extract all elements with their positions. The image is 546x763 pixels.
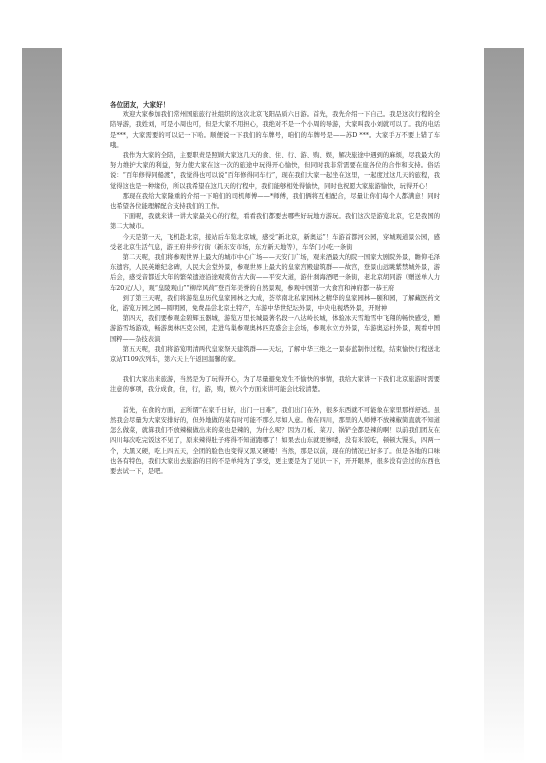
- document-page: [62, 48, 484, 763]
- right-gray-band: [484, 48, 524, 763]
- greeting-heading: 各位团友，大家好！: [110, 101, 170, 109]
- paragraph: 今天是第一天，飞机赴北京，接站后车览北京城，感受“新北京，新奥运”！车游首都河公园，穿城观道景公园，感受老北京生活气息，游王府井步行街（新东安市场，东方新天地等），车华门小吃一条街: [110, 233, 440, 251]
- paragraph: 我作为大家的全陪，主要职责是照顾大家这几天的食、住、行、游、购、娱，解决旅途中遇到的麻烦，尽我最大的努力维护大家的利益，努力使大家在这一次的旅途中玩得开心愉快，但同时我非常需要在座各位的合作和支持。俗话说：“百年修得同船渡”，我觉得也可以说“百年修得同车行”，现在我们大家一起坐在这里，一起度过这几天的旅程，我觉得这也是一种缘份，所以我希望在这几天的行程中，我们能够相处得愉快，同时也祝愿大家旅游愉快，玩得开心！: [110, 152, 440, 190]
- paragraph: 第四天，我们要参观金碧辉玉器城，游览万里长城最著名段一八达岭长城，体验冰天雪地雪中飞翔的畅快感受，赠游游雪场游戏，畅游奥林匹克公园，走进鸟巢参观奥林匹克盛会主会场，参观水立方外景，车游奥运村外景，观看中国国粹——杂技表演: [110, 315, 440, 343]
- paragraph: 我们大家出来旅游，当然是为了玩得开心，为了尽量避免发生不愉快的事情，我给大家讲一下我们北京旅游时需要注意的事项，我分成食，住，行，游，购，娱六个方面来讲可能会比较清楚。: [110, 376, 440, 394]
- paragraph: 下面呢，我就来讲一讲大家最关心的行程，看看我们都要去哪些好玩地方游玩。我们这次是游览北京，它是我国的第二大城市。: [110, 213, 440, 231]
- paragraph: 第五天呢，我们将游览明清两代皇家祭天建筑群——天坛，了解中华三绝之一景泰蓝制作过程，结束愉快行程送北京站T109次列车，第六天上午返回温馨的家。: [110, 345, 440, 364]
- paragraph: 欢迎大家参加我们常州国旅旅行社组织的这次北京飞阳品质六日游。首先，我先介绍一下自己。我是这次行程的全陪导游，我姓刘，可是小周也可，但是大家不用担心，我绝对不是一个小周的导游，大家叫我小刘就可以了。我的电话是***，大家需要的可以记一下哈。顺便说一下我们的车牌号，咱们的车牌号是——苏D ***。大家手万不要上错了车哦。: [110, 111, 440, 149]
- paragraph: 首先，在食的方面，正所谓“在家千日好，出门一日难”，我们出门在外，很多东西就不可能象在家里那样舒适。虽然我会尽量为大家安排好的，但外地做的菜有时可能不那么尽如人意。像在四川，那里的人师傅不放辣椒简直就不知道怎么做菜，就算我们不放辣椒做出来的菜也是辣的，为什么呢？因为刀板、菜刀、锅铲全都是辣的啊！以前我们团友在四川每次吃完饭这不见了，原来辣得肚子疼得不知道跑哪了！如果去山东就更惨喽，没有米饭吃，顿顿大馒头，四两一个，大黑又硬，吃上四五天，全团的脸色也变得又黑又硬喽！当然，那是以前，现在的情况已好多了。但是各地的口味也各有特色，我们大家出去旅游的目的不是单纯为了享受，更主要是为了见识一下，开开眼界，很多没有尝过的东西也要去试一下，是吧。: [110, 406, 440, 475]
- left-gray-band: [22, 48, 62, 763]
- paragraph: 到了第三天呢，我们将游览皇历代皇家园林之大成，荟萃南北私家园林之精华的皇家园林—颐和园，了解藏医药文化，游览万园之园—圆明园，免费品尝北京土特产，车游中华世纪坛外景，中央电视塔外景，开财神: [110, 294, 440, 313]
- paragraph: 第二天呢，我们将参观世界上最大的城市中心广场——天安门广场，观来酒最大的院一国家大剧院外景，瞻仰毛泽东遗容，人民英雄纪念碑，人民大会堂外景，参观世界上最大的皇家宫殿建筑群——故宫，登景山远眺紫禁城外景，游后会，感受音都近大年的繁荣遗迹沿途观赏仿古大街——平安大道，游什刹海酒吧一条街，老北京胡同游（赠送单人力车20元/人），观“皇陵观山”“柳岸风荷”登百年美誉的自然景观，参观中国第一大食宫和神府都一恭王府: [110, 254, 440, 292]
- section-gap: [110, 396, 440, 406]
- paragraph: 那现在我给大家隆重的介绍一下咱们的司机师傅——*师傅，我们俩将互相配合，尽量让你们每个人都满意！同时也希望各位能理解配合支持我们的工作。: [110, 192, 440, 211]
- document-body: [110, 100, 440, 477]
- section-gap: [110, 365, 440, 375]
